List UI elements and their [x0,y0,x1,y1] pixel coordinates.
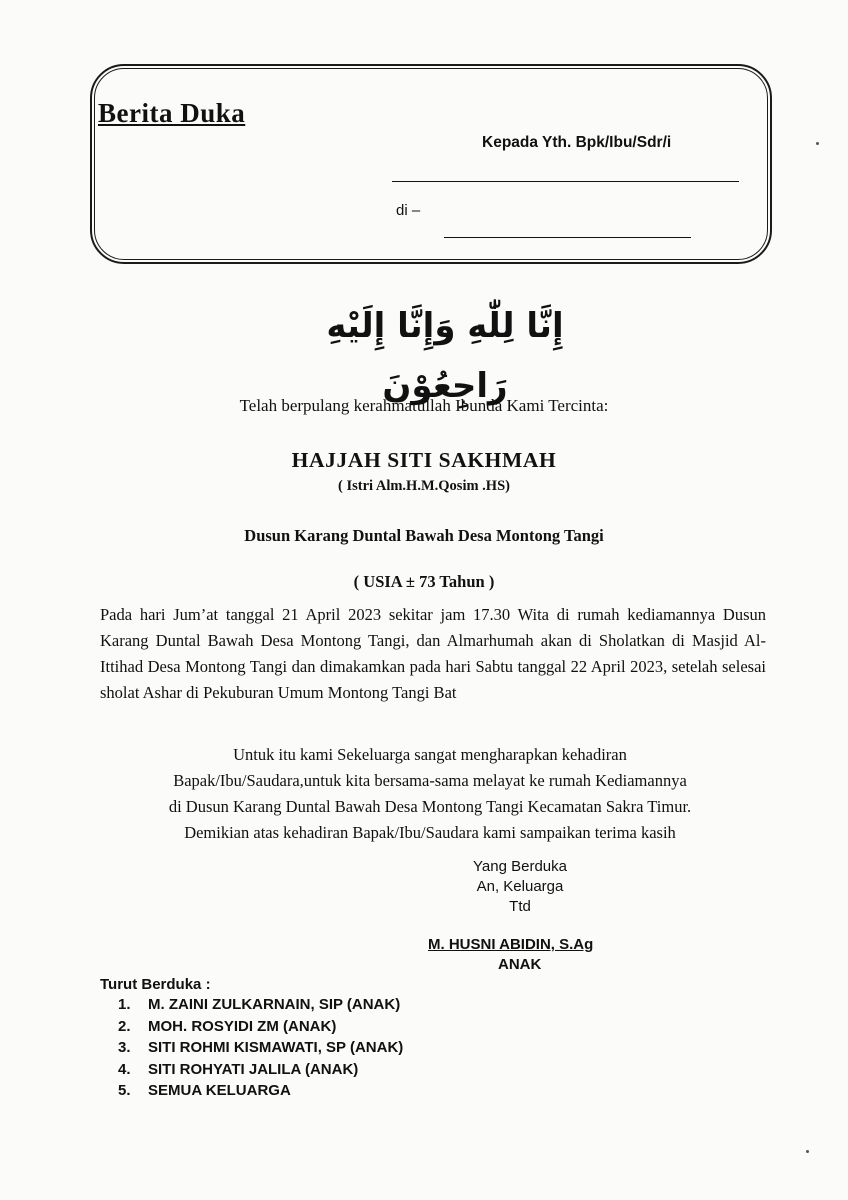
list-item [118,1037,403,1059]
list-item [118,1016,403,1038]
signer-name: M. HUSNI ABIDIN, S.Ag [428,936,594,953]
invitation-line: Demikian atas kehadiran Bapak/Ibu/Saudara kami sampaikan terima kasih [184,823,676,842]
list-item [118,994,403,1016]
invitation-line: di Dusun Karang Duntal Bawah Desa Montong Tangi Kecamatan Sakra Timur. [168,797,692,816]
recipient-label: Kepada Yth. Bpk/Ibu/Sdr/i [482,134,672,151]
list-number: 4. [118,1060,131,1078]
list-text: M. ZAINI ZULKARNAIN, SIP (ANAK) [148,996,401,1013]
spouse-info: ( Istri Alm.H.M.Qosim .HS) [338,478,510,494]
list-number: 5. [118,1082,131,1099]
recipient-name-line [392,181,739,182]
header-frame-inner [94,68,768,260]
age-line: ( USIA ± 73 Tahun ) [353,572,495,591]
invitation-line: Untuk itu kami Sekeluarga sangat mengharapkan kehadiran [233,745,627,764]
signature-ttd: Ttd [509,898,531,915]
list-number: 2. [118,1017,131,1035]
document-title: Berita Duka [98,98,246,128]
list-item [118,1059,403,1081]
deceased-name: HAJJAH SITI SAKHMAH [291,448,557,472]
turut-berduka-list [118,994,403,1102]
location-label: di – [396,202,421,219]
list-item [118,1080,403,1102]
address-line: Dusun Karang Duntal Bawah Desa Montong Tangi [244,526,604,545]
list-number: 3. [118,1039,131,1056]
list-number: 1. [118,996,131,1013]
list-text: SEMUA KELUARGA [148,1082,291,1099]
list-text: MOH. ROSYIDI ZM (ANAK) [148,1017,337,1035]
list-text: SITI ROHMI KISMAWATI, SP (ANAK) [148,1039,404,1056]
signer-role: ANAK [498,956,542,973]
turut-berduka-heading: Turut Berduka : [100,976,211,993]
scan-speck [816,142,819,145]
arabic-calligraphy: إِنَّا لِلّٰهِ وَإِنَّا إِلَيْهِ رَاجِعُوْنَ [326,306,564,406]
invitation-line: Bapak/Ibu/Saudara,untuk kita bersama-sama melayat ke rumah Kediamannya [173,771,687,790]
signature-keluarga: An, Keluarga [476,878,564,895]
scan-speck [806,1150,809,1153]
list-text: SITI ROHYATI JALILA (ANAK) [148,1060,359,1078]
intro-text: Telah berpulang kerahmatullah Ibunda Kami Tercinta: [239,396,609,415]
details-paragraph: Pada hari Jum’at tanggal 21 April 2023 sekitar jam 17.30 Wita di rumah kediamannya Dusun Karang Duntal Bawah Desa Montong Tangi, dan Almarhumah akan di Sholatkan di Masjid Al-Ittihad Desa Montong Tangi dan dimakamkan pada hari Sabtu tanggal 22 April 2023, setelah selesai sholat Ashar di Pekuburan Umum Montong Tangi Bat [100,605,766,702]
location-line [444,237,691,238]
signature-yang-berduka: Yang Berduka [473,858,567,875]
invitation-paragraph [80,742,780,846]
